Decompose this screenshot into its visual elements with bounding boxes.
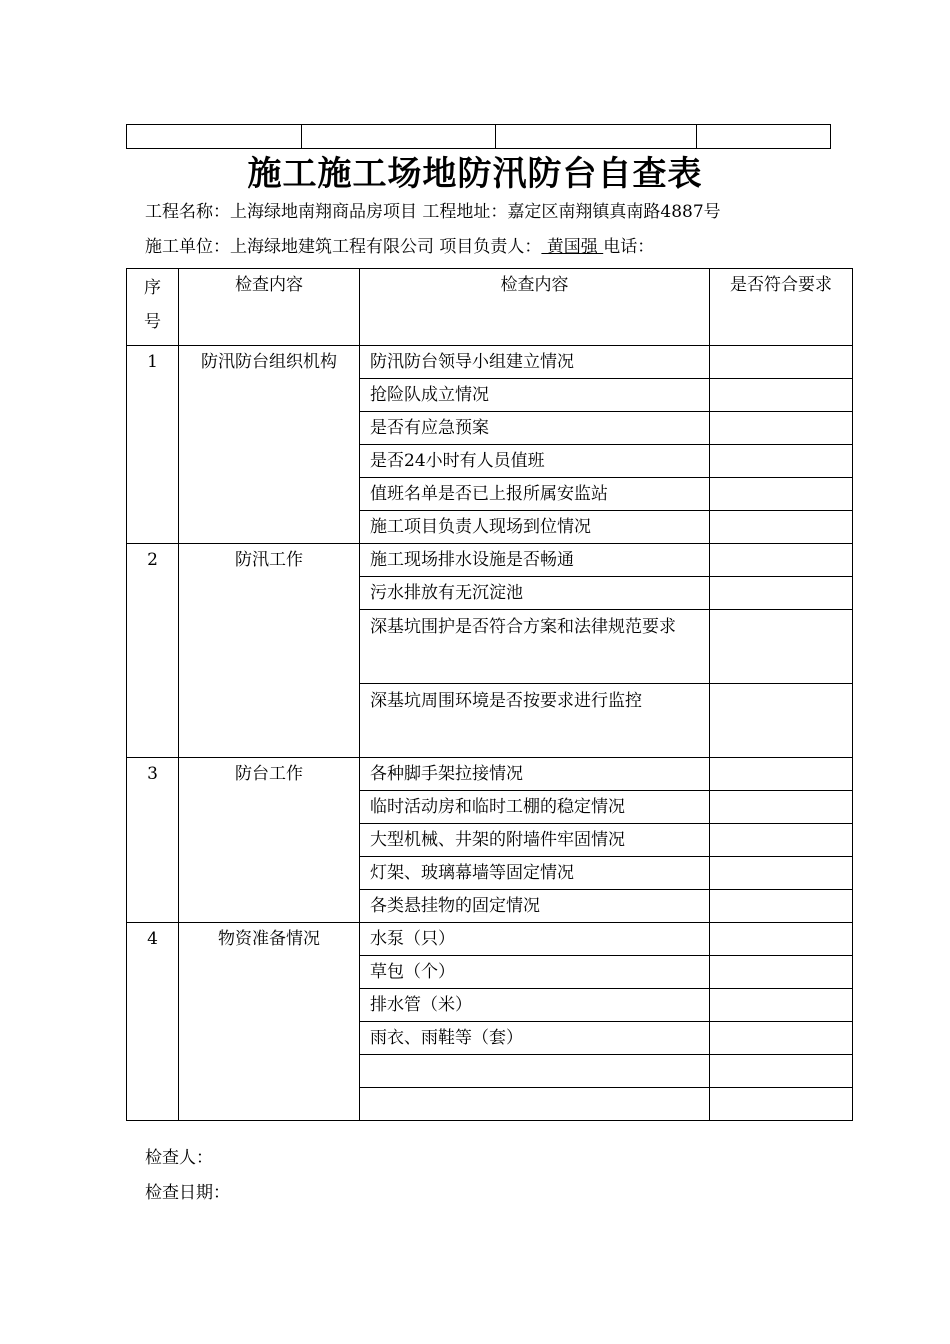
header-category: 检查内容 bbox=[179, 269, 360, 346]
compliance-cell[interactable] bbox=[710, 857, 853, 890]
compliance-cell[interactable] bbox=[710, 412, 853, 445]
blank-cell bbox=[697, 125, 831, 149]
inspector-label: 检查人： bbox=[145, 1148, 213, 1168]
section-category: 防台工作 bbox=[179, 758, 360, 923]
section-seq: 1 bbox=[127, 346, 179, 544]
compliance-cell[interactable] bbox=[710, 577, 853, 610]
check-item: 水泵（只） bbox=[360, 923, 710, 956]
table-row bbox=[127, 346, 853, 379]
top-blank-row bbox=[127, 125, 831, 149]
header-compliance: 是否符合要求 bbox=[710, 269, 853, 346]
check-item: 污水排放有无沉淀池 bbox=[360, 577, 710, 610]
header-seq bbox=[127, 269, 179, 346]
blank-cell bbox=[496, 125, 697, 149]
check-item: 抢险队成立情况 bbox=[360, 379, 710, 412]
compliance-cell[interactable] bbox=[710, 684, 853, 758]
compliance-cell[interactable] bbox=[710, 824, 853, 857]
section-category: 防汛工作 bbox=[179, 544, 360, 758]
compliance-cell[interactable] bbox=[710, 923, 853, 956]
check-item: 各种脚手架拉接情况 bbox=[360, 758, 710, 791]
contractor-label: 施工单位：上海绿地建筑工程有限公司 项目负责人： bbox=[145, 237, 542, 257]
header-seq-text: 序号 bbox=[144, 278, 161, 332]
manager-name: 黄国强 bbox=[541, 237, 604, 257]
header-content: 检查内容 bbox=[360, 269, 710, 346]
compliance-cell[interactable] bbox=[710, 1088, 853, 1121]
check-item bbox=[360, 1055, 710, 1088]
section-seq: 2 bbox=[127, 544, 179, 758]
blank-cell bbox=[127, 125, 302, 149]
compliance-cell[interactable] bbox=[710, 956, 853, 989]
compliance-cell[interactable] bbox=[710, 890, 853, 923]
compliance-cell[interactable] bbox=[710, 544, 853, 577]
compliance-cell[interactable] bbox=[710, 1055, 853, 1088]
check-item: 施工项目负责人现场到位情况 bbox=[360, 511, 710, 544]
check-item: 值班名单是否已上报所属安监站 bbox=[360, 478, 710, 511]
check-item: 大型机械、井架的附墙件牢固情况 bbox=[360, 824, 710, 857]
project-info-line: 工程名称：上海绿地南翔商品房项目 工程地址：嘉定区南翔镇真南路4887号 bbox=[145, 202, 721, 222]
check-item: 深基坑围护是否符合方案和法律规范要求 bbox=[360, 610, 710, 684]
check-item: 草包（个） bbox=[360, 956, 710, 989]
compliance-cell[interactable] bbox=[710, 379, 853, 412]
check-item bbox=[360, 1088, 710, 1121]
section-category: 防汛防台组织机构 bbox=[179, 346, 360, 544]
table-row bbox=[127, 923, 853, 956]
inspection-date-label: 检查日期： bbox=[145, 1183, 230, 1203]
header-row bbox=[127, 269, 853, 346]
compliance-cell[interactable] bbox=[710, 478, 853, 511]
page-title: 施工施工场地防汛防台自查表 bbox=[247, 154, 703, 194]
check-item: 雨衣、雨鞋等（套） bbox=[360, 1022, 710, 1055]
check-item: 深基坑周围环境是否按要求进行监控 bbox=[360, 684, 710, 758]
section-seq: 4 bbox=[127, 923, 179, 1121]
check-item: 是否24小时有人员值班 bbox=[360, 445, 710, 478]
compliance-cell[interactable] bbox=[710, 1022, 853, 1055]
check-item: 是否有应急预案 bbox=[360, 412, 710, 445]
top-blank-table bbox=[126, 124, 831, 149]
check-item: 防汛防台领导小组建立情况 bbox=[360, 346, 710, 379]
compliance-cell[interactable] bbox=[710, 791, 853, 824]
compliance-cell[interactable] bbox=[710, 989, 853, 1022]
check-item: 排水管（米） bbox=[360, 989, 710, 1022]
table-row bbox=[127, 544, 853, 577]
compliance-cell[interactable] bbox=[710, 758, 853, 791]
check-item: 各类悬挂物的固定情况 bbox=[360, 890, 710, 923]
compliance-cell[interactable] bbox=[710, 511, 853, 544]
contractor-info-line bbox=[145, 235, 654, 259]
compliance-cell[interactable] bbox=[710, 610, 853, 684]
check-item: 灯架、玻璃幕墙等固定情况 bbox=[360, 857, 710, 890]
phone-label: 电话： bbox=[603, 237, 655, 257]
compliance-cell[interactable] bbox=[710, 346, 853, 379]
inspection-table bbox=[126, 268, 853, 1121]
check-item: 临时活动房和临时工棚的稳定情况 bbox=[360, 791, 710, 824]
check-item: 施工现场排水设施是否畅通 bbox=[360, 544, 710, 577]
section-category: 物资准备情况 bbox=[179, 923, 360, 1121]
table-row bbox=[127, 758, 853, 791]
compliance-cell[interactable] bbox=[710, 445, 853, 478]
section-seq: 3 bbox=[127, 758, 179, 923]
blank-cell bbox=[302, 125, 496, 149]
